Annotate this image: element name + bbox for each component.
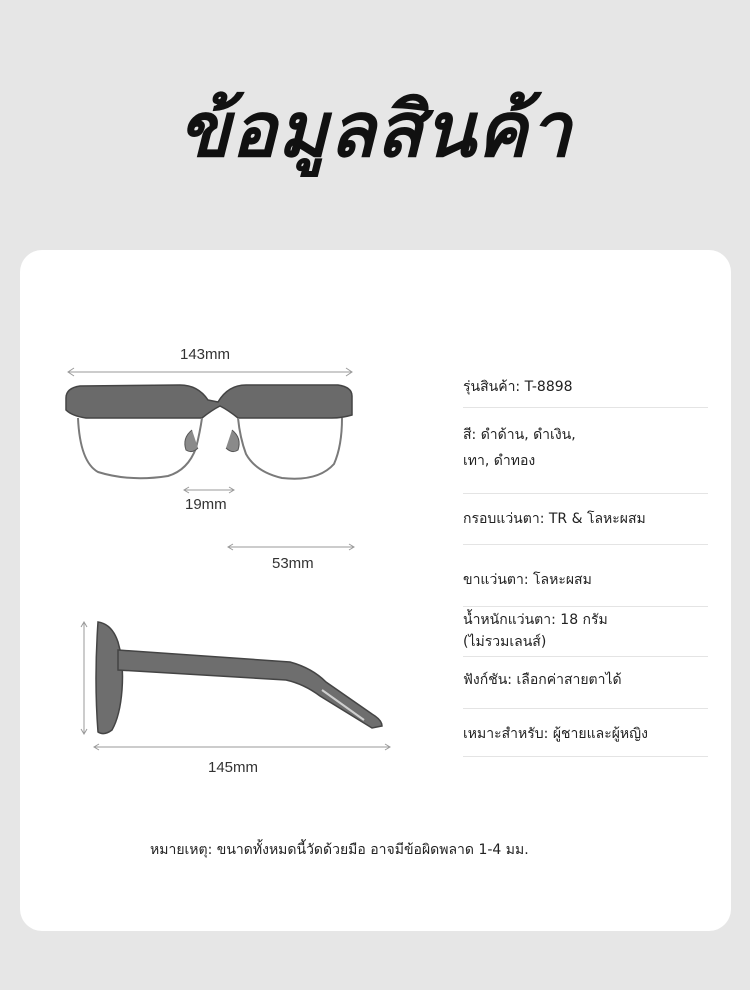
spec-color (463, 408, 708, 494)
spec-color-line1: สี: ดำด้าน, ดำเงิน, (463, 427, 576, 443)
bridge-width-label: 19mm (185, 496, 227, 513)
spec-frame-text: กรอบแว่นตา: TR & โลหะผสม (463, 511, 646, 527)
product-info-card (20, 250, 731, 931)
spec-temple-text: ขาแว่นตา: โลหะผสม (463, 572, 592, 588)
spec-suitable-text: เหมาะสำหรับ: ผู้ชายและผู้หญิง (463, 726, 648, 742)
spec-frame (463, 494, 708, 545)
page-title: ข้อมูลสินค้า (177, 85, 573, 174)
spec-list (463, 360, 708, 757)
temple-length-label: 145mm (208, 759, 259, 776)
spec-function (463, 657, 708, 709)
spec-color-line2: เทา, ดำทอง (463, 453, 536, 469)
spec-weight-line2: (ไม่รวมเลนส์) (463, 634, 547, 650)
frame-width-label: 143mm (180, 346, 231, 363)
glasses-front-icon (66, 368, 354, 550)
spec-model-text: รุ่นสินค้า: T-8898 (463, 379, 573, 395)
spec-weight (463, 607, 708, 657)
glasses-side-icon (81, 622, 390, 750)
spec-function-text: ฟังก์ชัน: เลือกค่าสายตาได้ (463, 672, 622, 688)
measurement-note: หมายเหตุ: ขนาดทั้งหมดนี้วัดด้วยมือ อาจมีข้อผิดพลาด 1-4 มม. (150, 842, 529, 858)
spec-model (463, 360, 708, 408)
spec-weight-line1: น้ำหนักแว่นตา: 18 กรัม (463, 612, 608, 628)
spec-suitable (463, 709, 708, 757)
spec-temple (463, 545, 708, 607)
lens-width-label: 53mm (272, 555, 314, 572)
